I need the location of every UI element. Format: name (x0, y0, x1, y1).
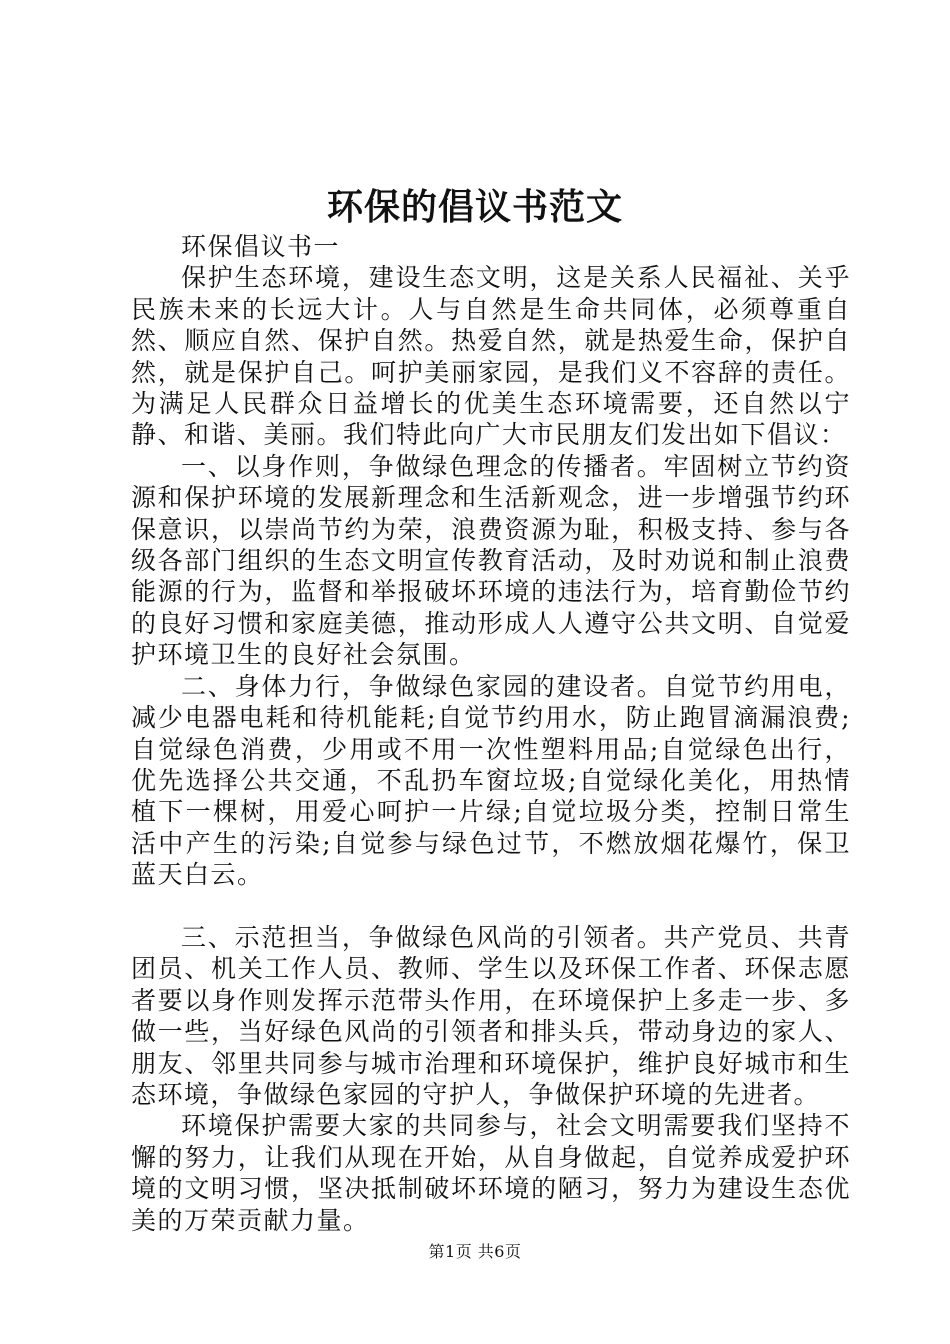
page-footer: 第1页 共6页 (428, 1242, 522, 1261)
paragraph-point-1: 一、以身作则，争做绿色理念的传播者。牢固树立节约资源和保护环境的发展新理念和生活新观念，进一步增强节约环保意识，以崇尚节约为荣，浪费资源为耻，积极支持、参与各级各部门组织的生态文明宣传教育活动，及时劝说和制止浪费能源的行为，监督和举报破坏环境的违法行为，培育勤俭节约的良好习惯和家庭美德，推动形成人人遵守公共文明、自觉爱护环境卫生的良好社会氛围。 (131, 451, 851, 670)
section-heading: 环保倡议书一 (181, 232, 341, 261)
paragraph-point-3: 三、示范担当，争做绿色风尚的引领者。共产党员、共青团员、机关工作人员、教师、学生以及环保工作者、环保志愿者要以身作则发挥示范带头作用，在环境保护上多走一步、多做一些，当好绿色风尚的引领者和排头兵，带动身边的家人、朋友、邻里共同参与城市治理和环境保护，维护良好城市和生态环境，争做绿色家园的守护人，争做保护环境的先进者。 (131, 922, 851, 1109)
paragraph-closing: 环境保护需要大家的共同参与，社会文明需要我们坚持不懈的努力，让我们从现在开始，从自身做起，自觉养成爱护环境的文明习惯，坚决抵制破坏环境的陋习，努力为建设生态优美的万荣贡献力量。 (131, 1111, 851, 1235)
paragraph-point-2: 二、身体力行，争做绿色家园的建设者。自觉节约用电，减少电器电耗和待机能耗;自觉节约用水，防止跑冒滴漏浪费;自觉绿色消费，少用或不用一次性塑料用品;自觉绿色出行，优先选择公共交通，不乱扔车窗垃圾;自觉绿化美化，用热情植下一棵树，用爱心呵护一片绿;自觉垃圾分类，控制日常生活中产生的污染;自觉参与绿色过节，不燃放烟花爆竹，保卫蓝天白云。 (131, 671, 851, 890)
document-body (131, 231, 851, 1236)
document-title: 环保的倡议书范文 (326, 186, 623, 228)
paragraph-spacer (131, 891, 851, 922)
paragraph-intro: 保护生态环境，建设生态文明，这是关系人民福祉、关乎民族未来的长远大计。人与自然是生命共同体，必须尊重自然、顺应自然、保护自然。热爱自然，就是热爱生命，保护自然，就是保护自己。呵护美丽家园，是我们义不容辞的责任。为满足人民群众日益增长的优美生态环境需要，还自然以宁静、和谐、美丽。我们特此向广大市民朋友们发出如下倡议： (131, 263, 851, 450)
